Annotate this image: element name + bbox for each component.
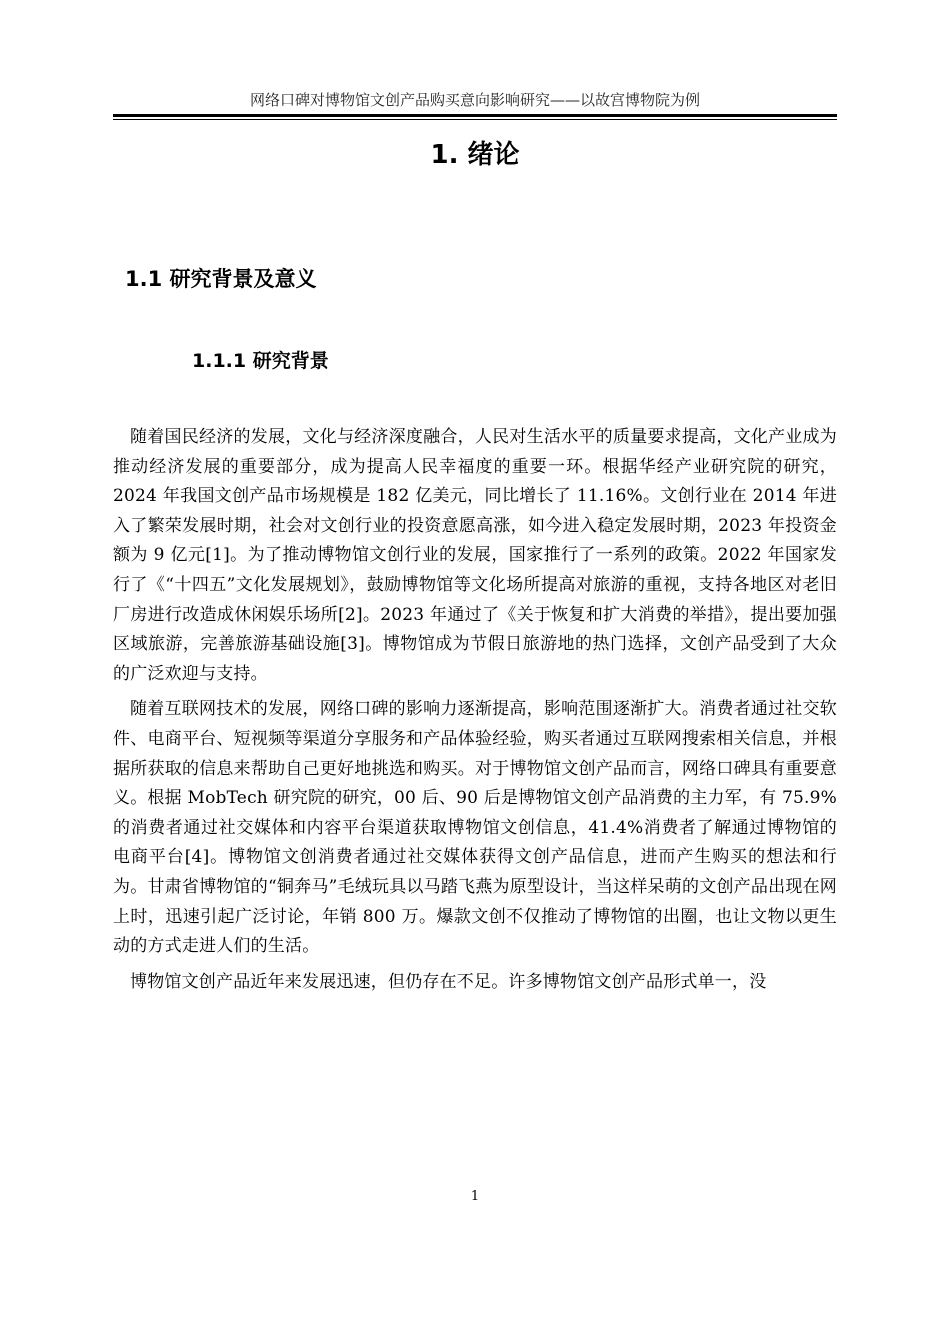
section-title: 1.1 研究背景及意义: [125, 267, 317, 291]
paragraph-1: 随着国民经济的发展，文化与经济深度融合，人民对生活水平的质量要求提高，文化产业成为推动经济发展的重要部分，成为提高人民幸福度的重要一环。根据华经产业研究院的研究，2024 年我国文创产品市场规模是 182 亿美元，同比增长了 11.16%。文创行业在 2014 年进入了繁荣发展时期，社会对文创行业的投资意愿高涨，如今进入稳定发展时期，2023 年投资金额为 9 亿元[1]。为了推动博物馆文创行业的发展，国家推行了一系列的政策。2022 年国家发行了《“十四五”文化发展规划》，鼓励博物馆等文化场所提高对旅游的重视，支持各地区对老旧厂房进行改造成休闲娱乐场所[2]。2023 年通过了《关于恢复和扩大消费的举措》，提出要加强区域旅游，完善旅游基础设施[3]。博物馆成为节假日旅游地的热门选择，文创产品受到了大众的广泛欢迎与支持。: [113, 427, 837, 684]
paragraph-2: 随着互联网技术的发展，网络口碑的影响力逐渐提高，影响范围逐渐扩大。消费者通过社交软件、电商平台、短视频等渠道分享服务和产品体验经验，购买者通过互联网搜索相关信息，并根据所获取的信息来帮助自己更好地挑选和购买。对于博物馆文创产品而言，网络口碑具有重要意义。根据 MobTech 研究院的研究，00 后、90 后是博物馆文创产品消费的主力军，有 75.9%的消费者通过社交媒体和内容平台渠道获取博物馆文创信息，41.4%消费者了解通过博物馆的电商平台[4]。博物馆文创消费者通过社交媒体获得文创产品信息，进而产生购买的想法和行为。甘肃省博物馆的“铜奔马”毛绒玩具以马踏飞燕为原型设计，当这样呆萌的文创产品出现在网上时，迅速引起广泛讨论，年销 800 万。爆款文创不仅推动了博物馆的出圈，也让文物以更生动的方式走进人们的生活。: [113, 699, 837, 957]
chapter-title: 1. 绪论: [430, 140, 520, 170]
subsection-title: 1.1.1 研究背景: [192, 350, 329, 372]
page-number: 1: [470, 1189, 480, 1204]
running-header: 网络口碑对博物馆文创产品购买意向影响研究——以故宫博物院为例: [249, 91, 700, 109]
header-rule-thin: [113, 119, 837, 120]
paragraph-3: 博物馆文创产品近年来发展迅速，但仍存在不足。许多博物馆文创产品形式单一，没: [130, 971, 767, 992]
header-rule: [113, 114, 837, 117]
body-text: [113, 423, 837, 1003]
